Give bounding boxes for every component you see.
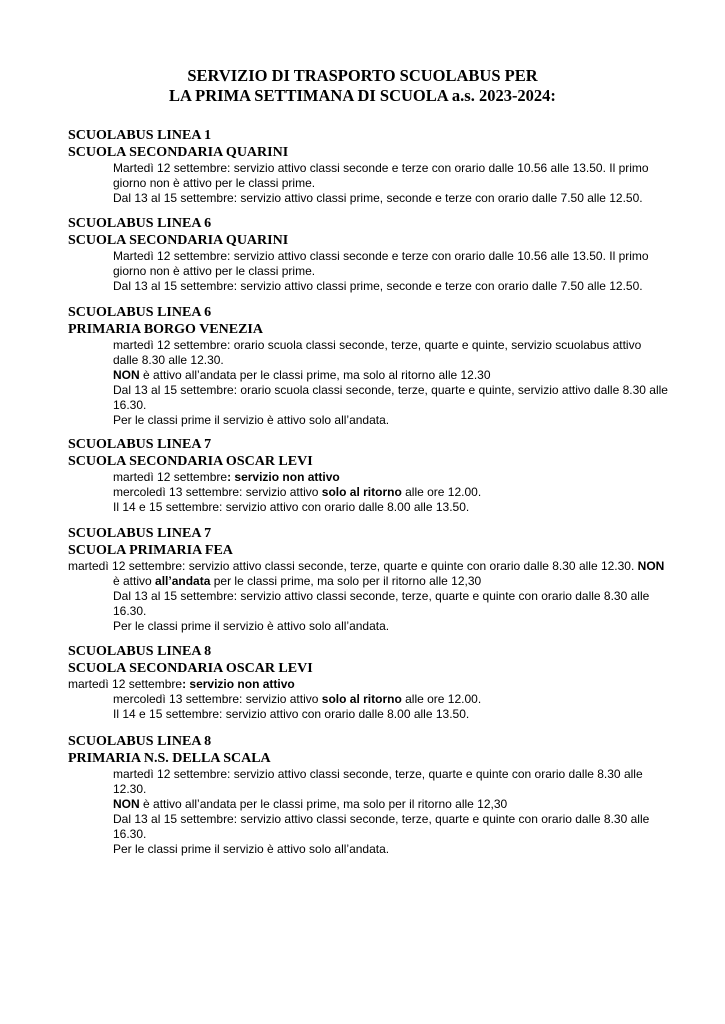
section-school-heading: SCUOLA SECONDARIA OSCAR LEVI: [68, 661, 313, 676]
title-line-2: LA PRIMA SETTIMANA DI SCUOLA a.s. 2023-2024:: [169, 86, 556, 105]
section-school-heading: SCUOLA SECONDARIA QUARINI: [68, 233, 289, 248]
section-body: [113, 249, 668, 294]
bold-text: NON: [113, 797, 140, 811]
section-linea-6-quarini: [68, 215, 668, 294]
section-line-heading: SCUOLABUS LINEA 6: [68, 305, 212, 320]
paragraph: Il 14 e 15 settembre: servizio attivo con orario dalle 8.00 alle 13.50.: [113, 500, 470, 514]
section-line-heading: SCUOLABUS LINEA 1: [68, 128, 212, 143]
text: martedì 12 settembre: servizio attivo classi seconde, terze, quarte e quinte con orario dalle 8.30 alle 12.30.: [68, 559, 638, 573]
bold-text: solo al ritorno: [321, 485, 402, 499]
paragraph: Dal 13 al 15 settembre: servizio attivo classi prime, seconde e terze con orario dalle 7.50 alle 12.50.: [113, 191, 643, 205]
bold-text: NON: [113, 368, 140, 382]
text: mercoledì 13 settembre: servizio attivo: [113, 692, 322, 706]
paragraph: Dal 13 al 15 settembre: servizio attivo classi prime, seconde e terze con orario dalle 7.50 alle 12.50.: [113, 279, 643, 293]
section-school-heading: PRIMARIA BORGO VENEZIA: [68, 322, 263, 337]
paragraph: martedì 12 settembre: orario scuola classi seconde, terze, quarte e quinte, servizio scuolabus attivo dalle 8.30 alle 12.30.: [113, 338, 642, 367]
paragraph: Dal 13 al 15 settembre: orario scuola classi seconde, terze, quarte e quinte, servizio attivo dalle 8.30 alle 16.30.: [113, 383, 668, 412]
bold-text: NON: [637, 559, 665, 573]
text: è attivo all’andata per le classi prime, ma solo per il ritorno alle 12,30: [139, 797, 508, 811]
paragraph: Dal 13 al 15 settembre: servizio attivo classi seconde, terze, quarte e quinte con orario dalle 8.30 alle 16.30.: [113, 812, 650, 841]
bold-text: solo al ritorno: [321, 692, 402, 706]
paragraph: Il 14 e 15 settembre: servizio attivo con orario dalle 8.00 alle 13.50.: [113, 707, 470, 721]
section-linea-7-fea: [68, 525, 668, 634]
section-line-heading: SCUOLABUS LINEA 6: [68, 216, 212, 231]
text: per le classi prime, ma solo per il ritorno alle 12,30: [210, 574, 482, 588]
text: alle ore 12.00.: [401, 692, 482, 706]
paragraph: martedì 12 settembre: servizio attivo classi seconde, terze, quarte e quinte con orario dalle 8.30 alle 12.30.: [113, 767, 643, 796]
paragraph: Martedì 12 settembre: servizio attivo classi seconde e terze con orario dalle 10.56 alle 13.50. Il primo giorno non è attivo per le classi prime.: [113, 161, 649, 190]
paragraph: [113, 470, 668, 485]
text: martedì 12 settembre: [113, 470, 228, 484]
title-line-1: SERVIZIO DI TRASPORTO SCUOLABUS PER: [187, 66, 538, 85]
section-linea-1-quarini: [68, 127, 668, 206]
paragraph: Martedì 12 settembre: servizio attivo classi seconde e terze con orario dalle 10.56 alle 13.50. Il primo giorno non è attivo per le classi prime.: [113, 249, 649, 278]
section-linea-8-della-scala: [68, 733, 668, 857]
section-school-heading: SCUOLA PRIMARIA FEA: [68, 543, 233, 558]
section-school-heading: SCUOLA SECONDARIA QUARINI: [68, 145, 289, 160]
paragraph: Dal 13 al 15 settembre: servizio attivo classi seconde, terze, quarte e quinte con orario dalle 8.30 alle 16.30.: [113, 589, 650, 618]
text: è attivo: [113, 574, 156, 588]
page-title: [0, 66, 725, 106]
paragraph: Per le classi prime il servizio è attivo solo all’andata.: [113, 842, 390, 856]
bold-text: all’andata: [155, 574, 211, 588]
section-body: [113, 470, 668, 515]
paragraph: [113, 485, 668, 500]
section-line-heading: SCUOLABUS LINEA 8: [68, 734, 212, 749]
bold-text: : servizio non attivo: [227, 470, 340, 484]
section-body: [113, 161, 668, 206]
section-body: [68, 677, 668, 722]
section-school-heading: PRIMARIA N.S. DELLA SCALA: [68, 751, 271, 766]
section-body: [68, 559, 668, 634]
section-linea-7-oscar-levi: [68, 436, 668, 515]
section-linea-8-oscar-levi: [68, 643, 668, 722]
bold-text: : servizio non attivo: [182, 677, 295, 691]
paragraph: [68, 559, 668, 589]
section-body: [113, 338, 668, 428]
text: martedì 12 settembre: [68, 677, 183, 691]
text: alle ore 12.00.: [401, 485, 482, 499]
text: mercoledì 13 settembre: servizio attivo: [113, 485, 322, 499]
paragraph: [113, 797, 668, 812]
section-body: [113, 767, 668, 857]
paragraph: [113, 692, 668, 707]
paragraph: Per le classi prime il servizio è attivo solo all’andata.: [113, 619, 390, 633]
section-line-heading: SCUOLABUS LINEA 7: [68, 437, 212, 452]
section-line-heading: SCUOLABUS LINEA 8: [68, 644, 212, 659]
paragraph: Per le classi prime il servizio è attivo solo all’andata.: [113, 413, 390, 427]
section-line-heading: SCUOLABUS LINEA 7: [68, 526, 212, 541]
section-linea-6-borgo-venezia: [68, 304, 668, 428]
text: è attivo all’andata per le classi prime, ma solo al ritorno alle 12.30: [139, 368, 491, 382]
paragraph: [68, 677, 668, 692]
section-school-heading: SCUOLA SECONDARIA OSCAR LEVI: [68, 454, 313, 469]
paragraph: [113, 368, 668, 383]
